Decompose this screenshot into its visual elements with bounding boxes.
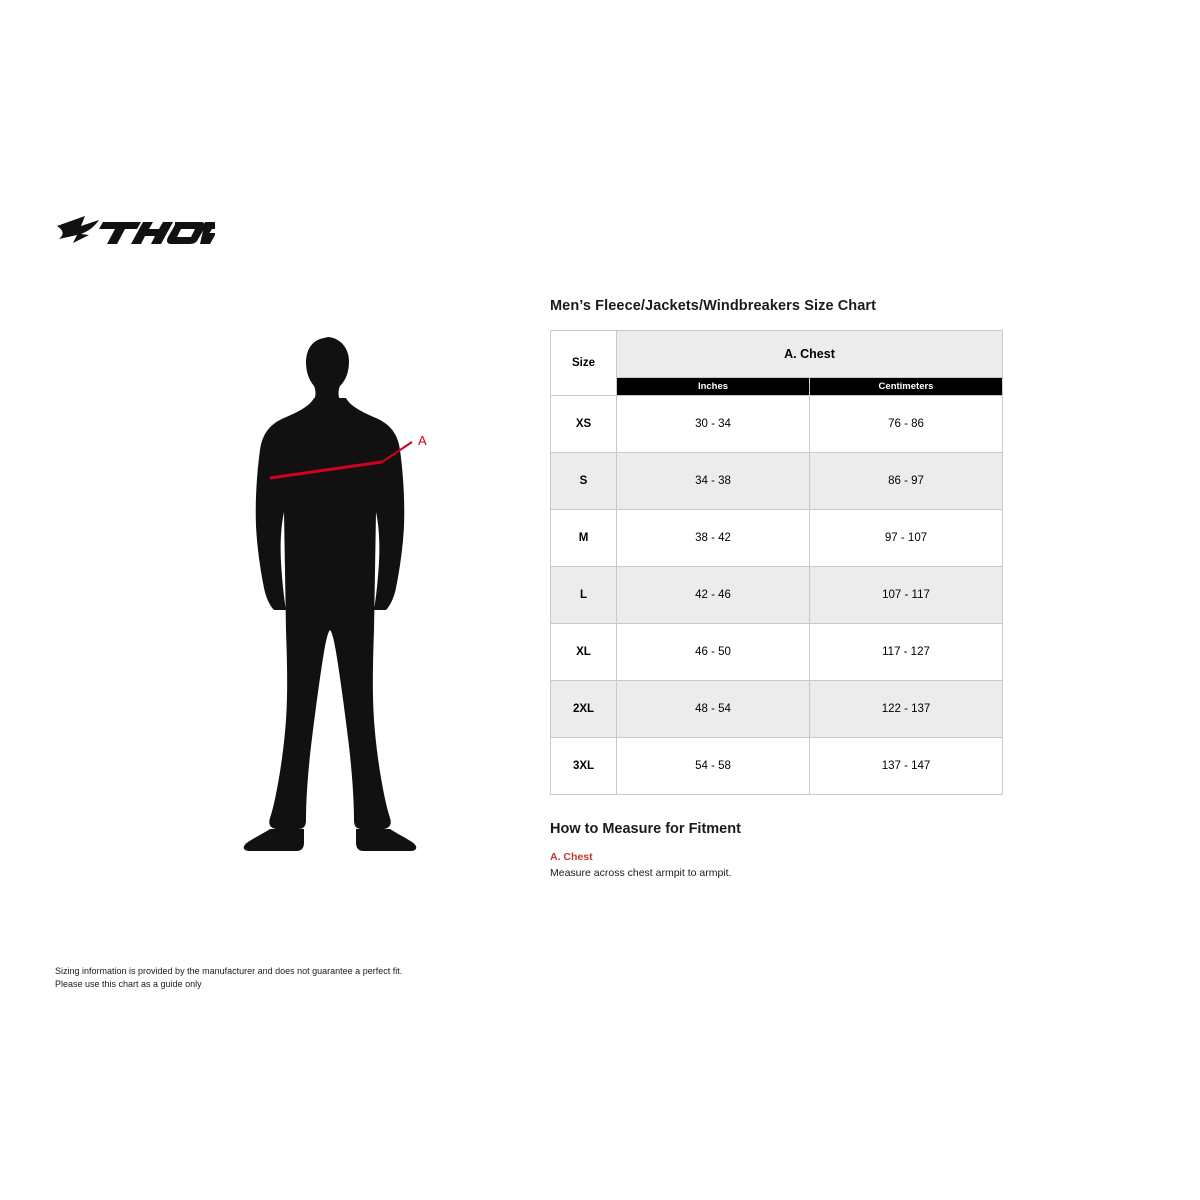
column-header-size: Size [551, 331, 617, 396]
diagram-marker-a: A [418, 433, 427, 448]
brand-logo [55, 210, 215, 254]
cell-centimeters: 137 - 147 [810, 738, 1003, 795]
cell-inches: 30 - 34 [617, 396, 810, 453]
cell-size: S [551, 453, 617, 510]
column-header-inches: Inches [617, 378, 810, 396]
cell-inches: 46 - 50 [617, 624, 810, 681]
size-chart-table [550, 330, 1003, 795]
table-row [551, 510, 1003, 567]
column-header-centimeters: Centimeters [810, 378, 1003, 396]
thor-helmet-icon [55, 210, 215, 254]
table-row [551, 453, 1003, 510]
measurement-diagram [240, 330, 470, 860]
table-row [551, 567, 1003, 624]
cell-centimeters: 97 - 107 [810, 510, 1003, 567]
measure-item-description: Measure across chest armpit to armpit. [550, 867, 732, 879]
cell-size: XL [551, 624, 617, 681]
cell-inches: 38 - 42 [617, 510, 810, 567]
male-body-silhouette-icon [244, 337, 417, 851]
cell-inches: 54 - 58 [617, 738, 810, 795]
table-unit-row [551, 378, 1003, 396]
cell-centimeters: 107 - 117 [810, 567, 1003, 624]
table-row [551, 624, 1003, 681]
cell-size: L [551, 567, 617, 624]
disclaimer [55, 965, 615, 991]
disclaimer-line-2: Please use this chart as a guide only [55, 979, 202, 990]
disclaimer-line-1: Sizing information is provided by the manufacturer and does not guarantee a perfect fit. [55, 966, 403, 976]
table-row [551, 738, 1003, 795]
page-title: Men’s Fleece/Jackets/Windbreakers Size Chart [550, 298, 877, 314]
measure-item-label: A. Chest [550, 851, 593, 863]
table-row [551, 681, 1003, 738]
cell-size: 3XL [551, 738, 617, 795]
cell-centimeters: 86 - 97 [810, 453, 1003, 510]
size-chart-panel [550, 298, 1005, 879]
cell-centimeters: 122 - 137 [810, 681, 1003, 738]
cell-size: M [551, 510, 617, 567]
cell-size: 2XL [551, 681, 617, 738]
column-header-measurement: A. Chest [617, 331, 1003, 378]
cell-centimeters: 117 - 127 [810, 624, 1003, 681]
how-to-measure-title: How to Measure for Fitment [550, 821, 741, 837]
cell-centimeters: 76 - 86 [810, 396, 1003, 453]
cell-size: XS [551, 396, 617, 453]
how-to-measure-section [550, 821, 1005, 879]
cell-inches: 34 - 38 [617, 453, 810, 510]
table-row [551, 396, 1003, 453]
cell-inches: 42 - 46 [617, 567, 810, 624]
cell-inches: 48 - 54 [617, 681, 810, 738]
table-header-row [551, 331, 1003, 378]
